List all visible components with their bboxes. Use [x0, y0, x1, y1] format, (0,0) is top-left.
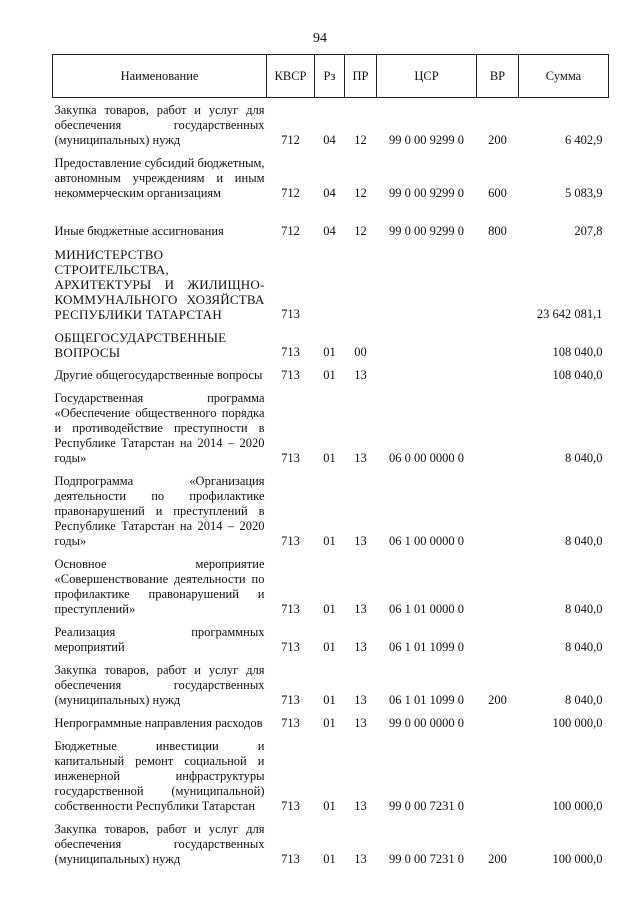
header-sum: Сумма [519, 55, 609, 98]
row-rz: 01 [323, 368, 336, 382]
row-name: Подпрограмма «Организация деятельности по профилактике правонарушений и преступлений в Республике Татарстан на 2014 – 2020 годы» [54, 474, 265, 548]
row-name: Другие общегосударственные вопросы [54, 368, 263, 382]
row-name: ОБЩЕГОСУДАРСТВЕННЫЕ ВОПРОСЫ [54, 330, 227, 360]
row-sum: 100 000,0 [552, 716, 603, 730]
row-kvsr: 712 [281, 133, 300, 147]
row-name: Иные бюджетные ассигнования [54, 224, 224, 238]
row-rz: 04 [323, 133, 336, 147]
table-row [53, 242, 609, 325]
row-vr: 600 [488, 186, 507, 200]
row-name: Предоставление субсидий бюджетным, автономным учреждениям и иным некоммерческим организациям [54, 156, 265, 200]
row-name: Закупка товаров, работ и услуг для обеспечения государственных (муниципальных) нужд [54, 103, 265, 147]
row-kvsr: 713 [281, 640, 300, 654]
row-vr [477, 734, 519, 817]
row-kvsr: 713 [281, 693, 300, 707]
row-vr [477, 242, 519, 325]
row-kvsr: 713 [281, 716, 300, 730]
row-rz [315, 242, 345, 325]
row-rz: 01 [323, 602, 336, 616]
header-vr: ВР [477, 55, 519, 98]
row-pr: 13 [354, 716, 367, 730]
table-row [53, 817, 609, 870]
row-rz: 01 [323, 534, 336, 548]
row-name: Государственная программа «Обеспечение общественного порядка и противодействие преступности в Республике Татарстан на 2014 – 2020 годы» [54, 391, 265, 465]
row-kvsr: 713 [281, 852, 300, 866]
table-row [53, 151, 609, 204]
row-pr: 00 [354, 345, 367, 359]
row-csr [377, 325, 477, 363]
header-rz: Рз [315, 55, 345, 98]
row-sum: 100 000,0 [552, 799, 603, 813]
page-number: 94 [313, 31, 327, 46]
row-sum: 108 040,0 [552, 368, 603, 382]
row-name: Непрограммные направления расходов [54, 716, 263, 730]
row-vr [477, 363, 519, 386]
row-vr [477, 325, 519, 363]
row-csr: 99 0 00 9299 0 [389, 186, 464, 200]
table-row [53, 711, 609, 734]
row-kvsr: 713 [281, 368, 300, 382]
row-pr [345, 242, 377, 325]
row-sum: 8 040,0 [565, 534, 603, 548]
row-vr [477, 469, 519, 552]
row-name: Закупка товаров, работ и услуг для обеспечения государственных (муниципальных) нужд [54, 663, 265, 707]
budget-table [52, 54, 609, 870]
row-csr: 99 0 00 7231 0 [389, 852, 464, 866]
row-rz: 01 [323, 852, 336, 866]
row-name: Реализация программных мероприятий [54, 625, 265, 654]
row-sum: 8 040,0 [565, 693, 603, 707]
row-sum: 5 083,9 [565, 186, 603, 200]
table-row [53, 469, 609, 552]
row-csr: 99 0 00 7231 0 [389, 799, 464, 813]
row-rz: 01 [323, 345, 336, 359]
row-rz: 04 [323, 224, 336, 238]
header-kvsr: КВСР [267, 55, 315, 98]
row-sum: 8 040,0 [565, 602, 603, 616]
row-kvsr: 713 [281, 345, 300, 359]
row-sum: 23 642 081,1 [536, 307, 603, 321]
row-rz: 01 [323, 640, 336, 654]
row-csr: 99 0 00 9299 0 [389, 224, 464, 238]
row-csr: 06 1 01 1099 0 [389, 693, 464, 707]
table-row [53, 658, 609, 711]
header-name: Наименование [53, 55, 267, 98]
row-sum: 207,8 [574, 224, 603, 238]
row-vr [477, 552, 519, 620]
row-kvsr: 713 [281, 799, 300, 813]
row-csr: 99 0 00 9299 0 [389, 133, 464, 147]
header-pr: ПР [345, 55, 377, 98]
row-kvsr: 712 [281, 224, 300, 238]
row-sum: 100 000,0 [552, 852, 603, 866]
row-kvsr: 712 [281, 186, 300, 200]
table-row [53, 98, 609, 152]
row-kvsr: 713 [281, 451, 300, 465]
table-row [53, 363, 609, 386]
row-name: Бюджетные инвестиции и капитальный ремонт социальной и инженерной инфраструктуры государственной (муниципальной) собственности Республики Татарстан [54, 739, 265, 813]
row-pr: 13 [354, 640, 367, 654]
row-csr: 06 1 01 1099 0 [389, 640, 464, 654]
row-name: Закупка товаров, работ и услуг для обеспечения государственных (муниципальных) нужд [54, 822, 265, 866]
row-vr: 200 [488, 693, 507, 707]
row-kvsr: 713 [281, 602, 300, 616]
table-row [53, 552, 609, 620]
row-csr: 06 0 00 0000 0 [389, 451, 464, 465]
row-pr: 13 [354, 693, 367, 707]
row-sum: 6 402,9 [565, 133, 603, 147]
row-sum: 8 040,0 [565, 451, 603, 465]
row-vr [477, 386, 519, 469]
row-rz: 01 [323, 716, 336, 730]
row-pr: 12 [354, 224, 367, 238]
row-pr: 12 [354, 133, 367, 147]
header-csr: ЦСР [377, 55, 477, 98]
table-row [53, 325, 609, 363]
row-pr: 12 [354, 186, 367, 200]
row-csr: 06 1 00 0000 0 [389, 534, 464, 548]
row-pr: 13 [354, 451, 367, 465]
row-vr: 200 [488, 852, 507, 866]
row-name: Основное мероприятие «Совершенствование деятельности по профилактике правонарушений и преступлений» [54, 557, 265, 616]
row-vr: 800 [488, 224, 507, 238]
row-pr: 13 [354, 852, 367, 866]
row-rz: 01 [323, 693, 336, 707]
table-row [53, 620, 609, 658]
row-csr [377, 242, 477, 325]
row-vr [477, 711, 519, 734]
row-vr [477, 620, 519, 658]
table-header-row [53, 55, 609, 98]
row-vr: 200 [488, 133, 507, 147]
table-row [53, 386, 609, 469]
row-csr: 06 1 01 0000 0 [389, 602, 464, 616]
row-sum: 108 040,0 [552, 345, 603, 359]
row-pr: 13 [354, 534, 367, 548]
row-csr: 99 0 00 0000 0 [389, 716, 464, 730]
row-name: МИНИСТЕРСТВО СТРОИТЕЛЬСТВА, АРХИТЕКТУРЫ И ЖИЛИЩНО-КОММУНАЛЬНОГО ХОЗЯЙСТВА РЕСПУБЛИКИ ТАТАРСТАН [54, 247, 265, 322]
row-kvsr: 713 [281, 534, 300, 548]
row-pr: 13 [354, 368, 367, 382]
row-pr: 13 [354, 602, 367, 616]
row-pr: 13 [354, 799, 367, 813]
row-kvsr: 713 [281, 307, 300, 321]
row-rz: 01 [323, 799, 336, 813]
row-rz: 04 [323, 186, 336, 200]
table-row [53, 204, 609, 242]
table-row [53, 734, 609, 817]
row-csr [377, 363, 477, 386]
row-sum: 8 040,0 [565, 640, 603, 654]
row-rz: 01 [323, 451, 336, 465]
